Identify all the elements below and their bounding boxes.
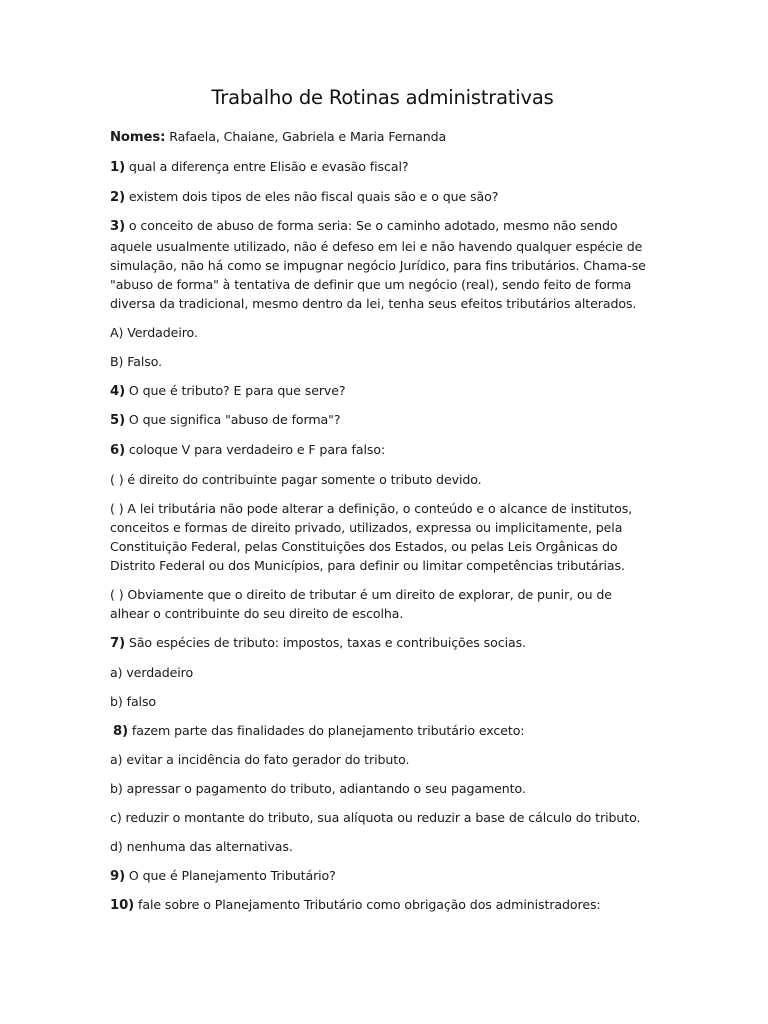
- question-6-item-2: ( ) A lei tributária não pode alterar a definição, o conteúdo e o alcance de institutos, conceitos e formas de direito privado, utilizados, expressa ou implicitamente, pela Constituição Federal, pelas Constituições dos Estados, ou pelas Leis Orgânicas do Distrito Federal ou dos Municípios, para definir ou limitar competências tributárias.: [110, 500, 633, 574]
- names-value: Rafaela, Chaiane, Gabriela e Maria Fernanda: [169, 129, 447, 144]
- question-5-number: 5): [110, 413, 126, 429]
- question-8-option-a: a) evitar a incidência do fato gerador do tributo.: [110, 752, 410, 768]
- question-7-option-a: a) verdadeiro: [110, 664, 194, 680]
- question-9-text: O que é Planejamento Tributário?: [128, 867, 336, 883]
- question-4-text: O que é tributo? E para que serve?: [128, 382, 346, 398]
- question-8-number: 8): [113, 723, 129, 739]
- question-1-text: qual a diferença entre Elisão e evasão fiscal?: [128, 158, 409, 174]
- question-1: [110, 157, 655, 177]
- document-page: [110, 86, 655, 925]
- question-9: [110, 866, 655, 886]
- question-3: [110, 216, 655, 313]
- question-2-text: existem dois tipos de eles não fiscal quais são e o que são?: [128, 188, 499, 204]
- question-6-number: 6): [110, 443, 126, 459]
- question-8-option-d: d) nenhuma das alternativas.: [110, 838, 293, 854]
- question-4: [110, 381, 655, 401]
- question-8: [110, 721, 655, 741]
- question-5: [110, 410, 655, 430]
- question-3-option-a: A) Verdadeiro.: [110, 325, 198, 340]
- question-3-text: o conceito de abuso de forma seria: Se o caminho adotado, mesmo não sendo aquele usualmente utilizado, não é defeso em lei e não havendo qualquer espécie de simulação, não há como se impugnar negócio Jurídico, para fins tributários. Chama-se "abuso de forma" à tentativa de definir que um negócio (real), sendo feito de forma diversa da tradicional, mesmo dentro da lei, tenha seus efeitos tributários alterados.: [110, 218, 646, 312]
- question-7-option-b: b) falso: [110, 693, 157, 709]
- question-4-number: 4): [110, 383, 126, 399]
- question-6-item-3: ( ) Obviamente que o direito de tributar é um direito de explorar, de punir, ou de alhear o contribuinte do seu direito de escolha.: [110, 587, 612, 622]
- question-8-option-b: b) apressar o pagamento do tributo, adiantando o seu pagamento.: [110, 781, 526, 797]
- question-8-option-c: c) reduzir o montante do tributo, sua alíquota ou reduzir a base de cálculo do tributo.: [110, 809, 641, 825]
- question-7-text: São espécies de tributo: impostos, taxas e contribuições socias.: [128, 635, 526, 651]
- question-7-number: 7): [110, 636, 126, 652]
- question-1-number: 1): [110, 159, 126, 175]
- question-10: [110, 895, 655, 915]
- question-6-item-1: ( ) é direito do contribuinte pagar somente o tributo devido.: [110, 471, 482, 487]
- question-3-option-b: B) Falso.: [110, 353, 163, 369]
- question-7: [110, 633, 655, 653]
- document-title: Trabalho de Rotinas administrativas: [211, 86, 554, 109]
- question-6-text: coloque V para verdadeiro e F para falso:: [128, 442, 386, 458]
- question-6: [110, 440, 655, 460]
- question-9-number: 9): [110, 868, 126, 884]
- question-10-number: 10): [110, 898, 135, 914]
- names-label: Nomes:: [110, 130, 166, 145]
- question-2: [110, 187, 655, 207]
- question-10-text: fale sobre o Planejamento Tributário como obrigação dos administradores:: [138, 897, 601, 913]
- names-line: [110, 127, 655, 147]
- question-5-text: O que significa "abuso de forma"?: [128, 412, 341, 428]
- question-8-text: fazem parte das finalidades do planejamento tributário exceto:: [131, 722, 525, 738]
- question-2-number: 2): [110, 189, 126, 205]
- question-3-number: 3): [110, 219, 126, 235]
